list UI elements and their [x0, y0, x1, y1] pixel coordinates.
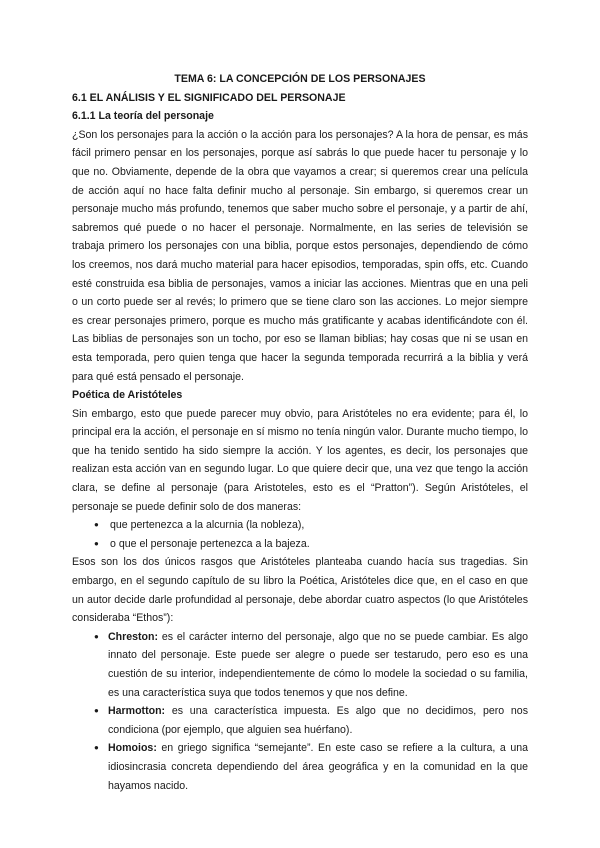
list-manners: [72, 516, 528, 553]
term-label: Homoios:: [108, 742, 157, 755]
list-item-harmotton: [94, 702, 528, 739]
paragraph-intro: ¿Son los personajes para la acción o la acción para los personajes? A la hora de pensar, es más fácil primero pensar en los personajes, porque así sabrás lo que puede hacer tu personaje y lo que no. Obviamente, depende de la obra que vayamos a crear; si queremos crear una película de acción aquí no hace falta definir mucho al personaje. Sin embargo, si queremos crear un personaje mucho más profundo, tenemos que saber mucho sobre el personaje, y a partir de ahí, sabremos qué puede o no hacer el personaje. Normalmente, en las series de televisión se trabaja primero los personajes con una biblia, porque estos personajes, dependiendo de cómo los creemos, nos dará mucho material para hacer episodios, temporadas, spin offs, etc. Cuando esté construida esa biblia de personajes, vamos a iniciar las acciones. Mientras que en una peli o un corto puede ser al revés; lo primero que se tiene claro son las acciones. Lo mejor siempre es crear personajes primero, porque es mucho más gratificante y acabas identificándote con él. Las biblias de personajes son un tocho, por eso se llaman biblias; hay cosas que ni se usan en esta temporada, pero quien tenga que hacer la segunda temporada recurrirá a la biblia y verá para qué está pensado el personaje.: [72, 128, 528, 383]
paragraph-ethos: Esos son los dos únicos rasgos que Aristóteles planteaba cuando hacía sus tragedias. Sin embargo, en el segundo capítulo de su libro la Poética, Aristóteles dice que, en el caso en que un autor decide darle profundidad al personaje, debe abordar cuatro aspectos (lo que Aristóteles consideraba “Ethos”):: [72, 556, 528, 625]
list-item-chreston: [94, 628, 528, 702]
list-item-homoios: [94, 739, 528, 795]
paragraph-aristoteles: Sin embargo, esto que puede parecer muy obvio, para Aristóteles no era evidente; para él, lo principal era la acción, el personaje en sí mismo no tenía ningún valor. Durante mucho tiempo, lo que ha tenido sentido ha sido siempre la acción. Y los agentes, es decir, los personajes que realizan esta acción van en segundo lugar. Lo que quiere decir que, una vez que tengo la acción clara, se define al personaje (para Aristoteles, esto es el “Pratton”). Según Aristóteles, el personaje se puede definir solo de dos maneras:: [72, 407, 528, 513]
term-text: en griego significa “semejante”. En este caso se refiere a la cultura, a una idiosincrasia concreta dependiendo del área geográfica y en la comunidad en la que hayamos nacido.: [108, 742, 528, 792]
document-page: [72, 70, 528, 795]
heading-poetica: Poética de Aristóteles: [72, 389, 183, 402]
page-title: TEMA 6: LA CONCEPCIÓN DE LOS PERSONAJES: [174, 73, 426, 85]
term-label: Chreston:: [108, 630, 159, 643]
term-text: es una característica impuesta. Es algo que no decidimos, pero nos condiciona (por ejemplo, que alguien sea huérfano).: [108, 705, 528, 736]
section-heading: 6.1 EL ANÁLISIS Y EL SIGNIFICADO DEL PERSONAJE: [72, 91, 346, 104]
list-item: ● que pertenezca a la alcurnia (la nobleza),: [94, 516, 528, 535]
list-item: ● o que el personaje pertenezca a la bajeza.: [94, 535, 528, 554]
list-ethos: [72, 628, 528, 795]
term-label: Harmotton:: [108, 705, 166, 718]
subsection-heading: 6.1.1 La teoría del personaje: [72, 110, 214, 123]
term-text: es el carácter interno del personaje, algo que no se puede cambiar. Es algo innato del personaje. Este puede ser alegre o puede ser testarudo, pero eso es una cuestión de su interior, independientemente de cómo lo modele la sociedad o su familia, es una característica suya que todos tenemos y que nos define.: [108, 630, 528, 699]
